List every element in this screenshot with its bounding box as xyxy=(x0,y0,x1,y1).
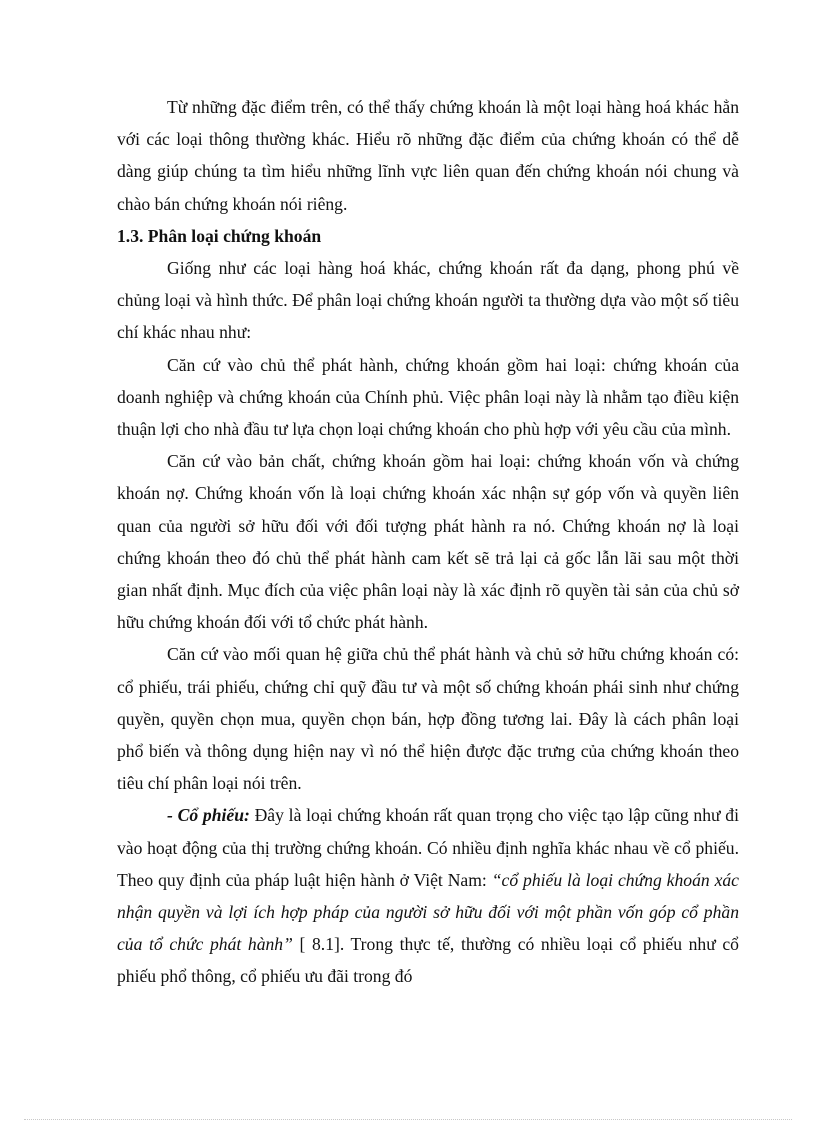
paragraph-intro: Từ những đặc điểm trên, có thể thấy chứng khoán là một loại hàng hoá khác hẳn với các loại thông thường khác. Hiểu rõ những đặc điểm của chứng khoán có thể dễ dàng giúp chúng ta tìm hiểu những lĩnh vực liên quan đến chứng khoán nói chung và chào bán chứng khoán nói riêng. xyxy=(117,97,739,214)
paragraph-by-relationship: Căn cứ vào mối quan hệ giữa chủ thể phát hành và chủ sở hữu chứng khoán có: cổ phiếu, trái phiếu, chứng chỉ quỹ đầu tư và một số chứng khoán phái sinh như chứng quyền, quyền chọn mua, quyền chọn bán, hợp đồng tương lai. Đây là cách phân loại phổ biến và thông dụng hiện nay vì nó thể hiện được đặc trưng của chứng khoán theo tiêu chí phân loại nói trên. xyxy=(117,644,739,794)
paragraph-by-issuer: Căn cứ vào chủ thể phát hành, chứng khoán gồm hai loại: chứng khoán của doanh nghiệp và chứng khoán của Chính phủ. Việc phân loại này là nhằm tạo điều kiện thuận lợi cho nhà đầu tư lựa chọn loại chứng khoán cho phù hợp với yêu cầu của mình. xyxy=(117,354,739,440)
document-page xyxy=(117,91,739,993)
footer-divider xyxy=(24,1119,792,1120)
paragraph-classification-intro: Giống như các loại hàng hoá khác, chứng khoán rất đa dạng, phong phú về chủng loại và hình thức. Để phân loại chứng khoán người ta thường dựa vào một số tiêu chí khác nhau như: xyxy=(117,258,739,343)
section-heading: 1.3. Phân loại chứng khoán xyxy=(117,225,322,246)
stock-text-after-quote: [ 8.1]. Trong thực tế, thường có nhiều loại cổ phiếu như cổ phiếu phổ thông, cổ phiếu ưu đãi trong đó xyxy=(117,934,739,987)
stock-text-before-quote: Đây là loại chứng khoán rất quan trọng cho việc tạo lập cũng như đi vào hoạt động của thị trường chứng khoán. Có nhiều định nghĩa khác nhau về cổ phiếu. Theo quy định của pháp luật hiện hành ở Việt Nam: xyxy=(117,805,739,890)
paragraph-stocks xyxy=(117,799,739,992)
paragraph-by-nature: Căn cứ vào bản chất, chứng khoán gồm hai loại: chứng khoán vốn và chứng khoán nợ. Chứng khoán vốn là loại chứng khoán xác nhận sự góp vốn và quyền liên quan của người sở hữu đối với đối tượng phát hành ra nó. Chứng khoán nợ là loại chứng khoán theo đó chủ thể phát hành cam kết sẽ trả lại cả gốc lẫn lãi sau một thời gian nhất định. Mục đích của việc phân loại này là xác định rõ quyền tài sản của chủ sở hữu chứng khoán đối với tổ chức phát hành. xyxy=(117,451,739,633)
term-stock: - Cổ phiếu: xyxy=(167,805,250,826)
stock-legal-quote: “cổ phiếu là loại chứng khoán xác nhận quyền và lợi ích hợp pháp của người sở hữu đối với một phần vốn góp cổ phần của tổ chức phát hành” xyxy=(117,869,739,955)
